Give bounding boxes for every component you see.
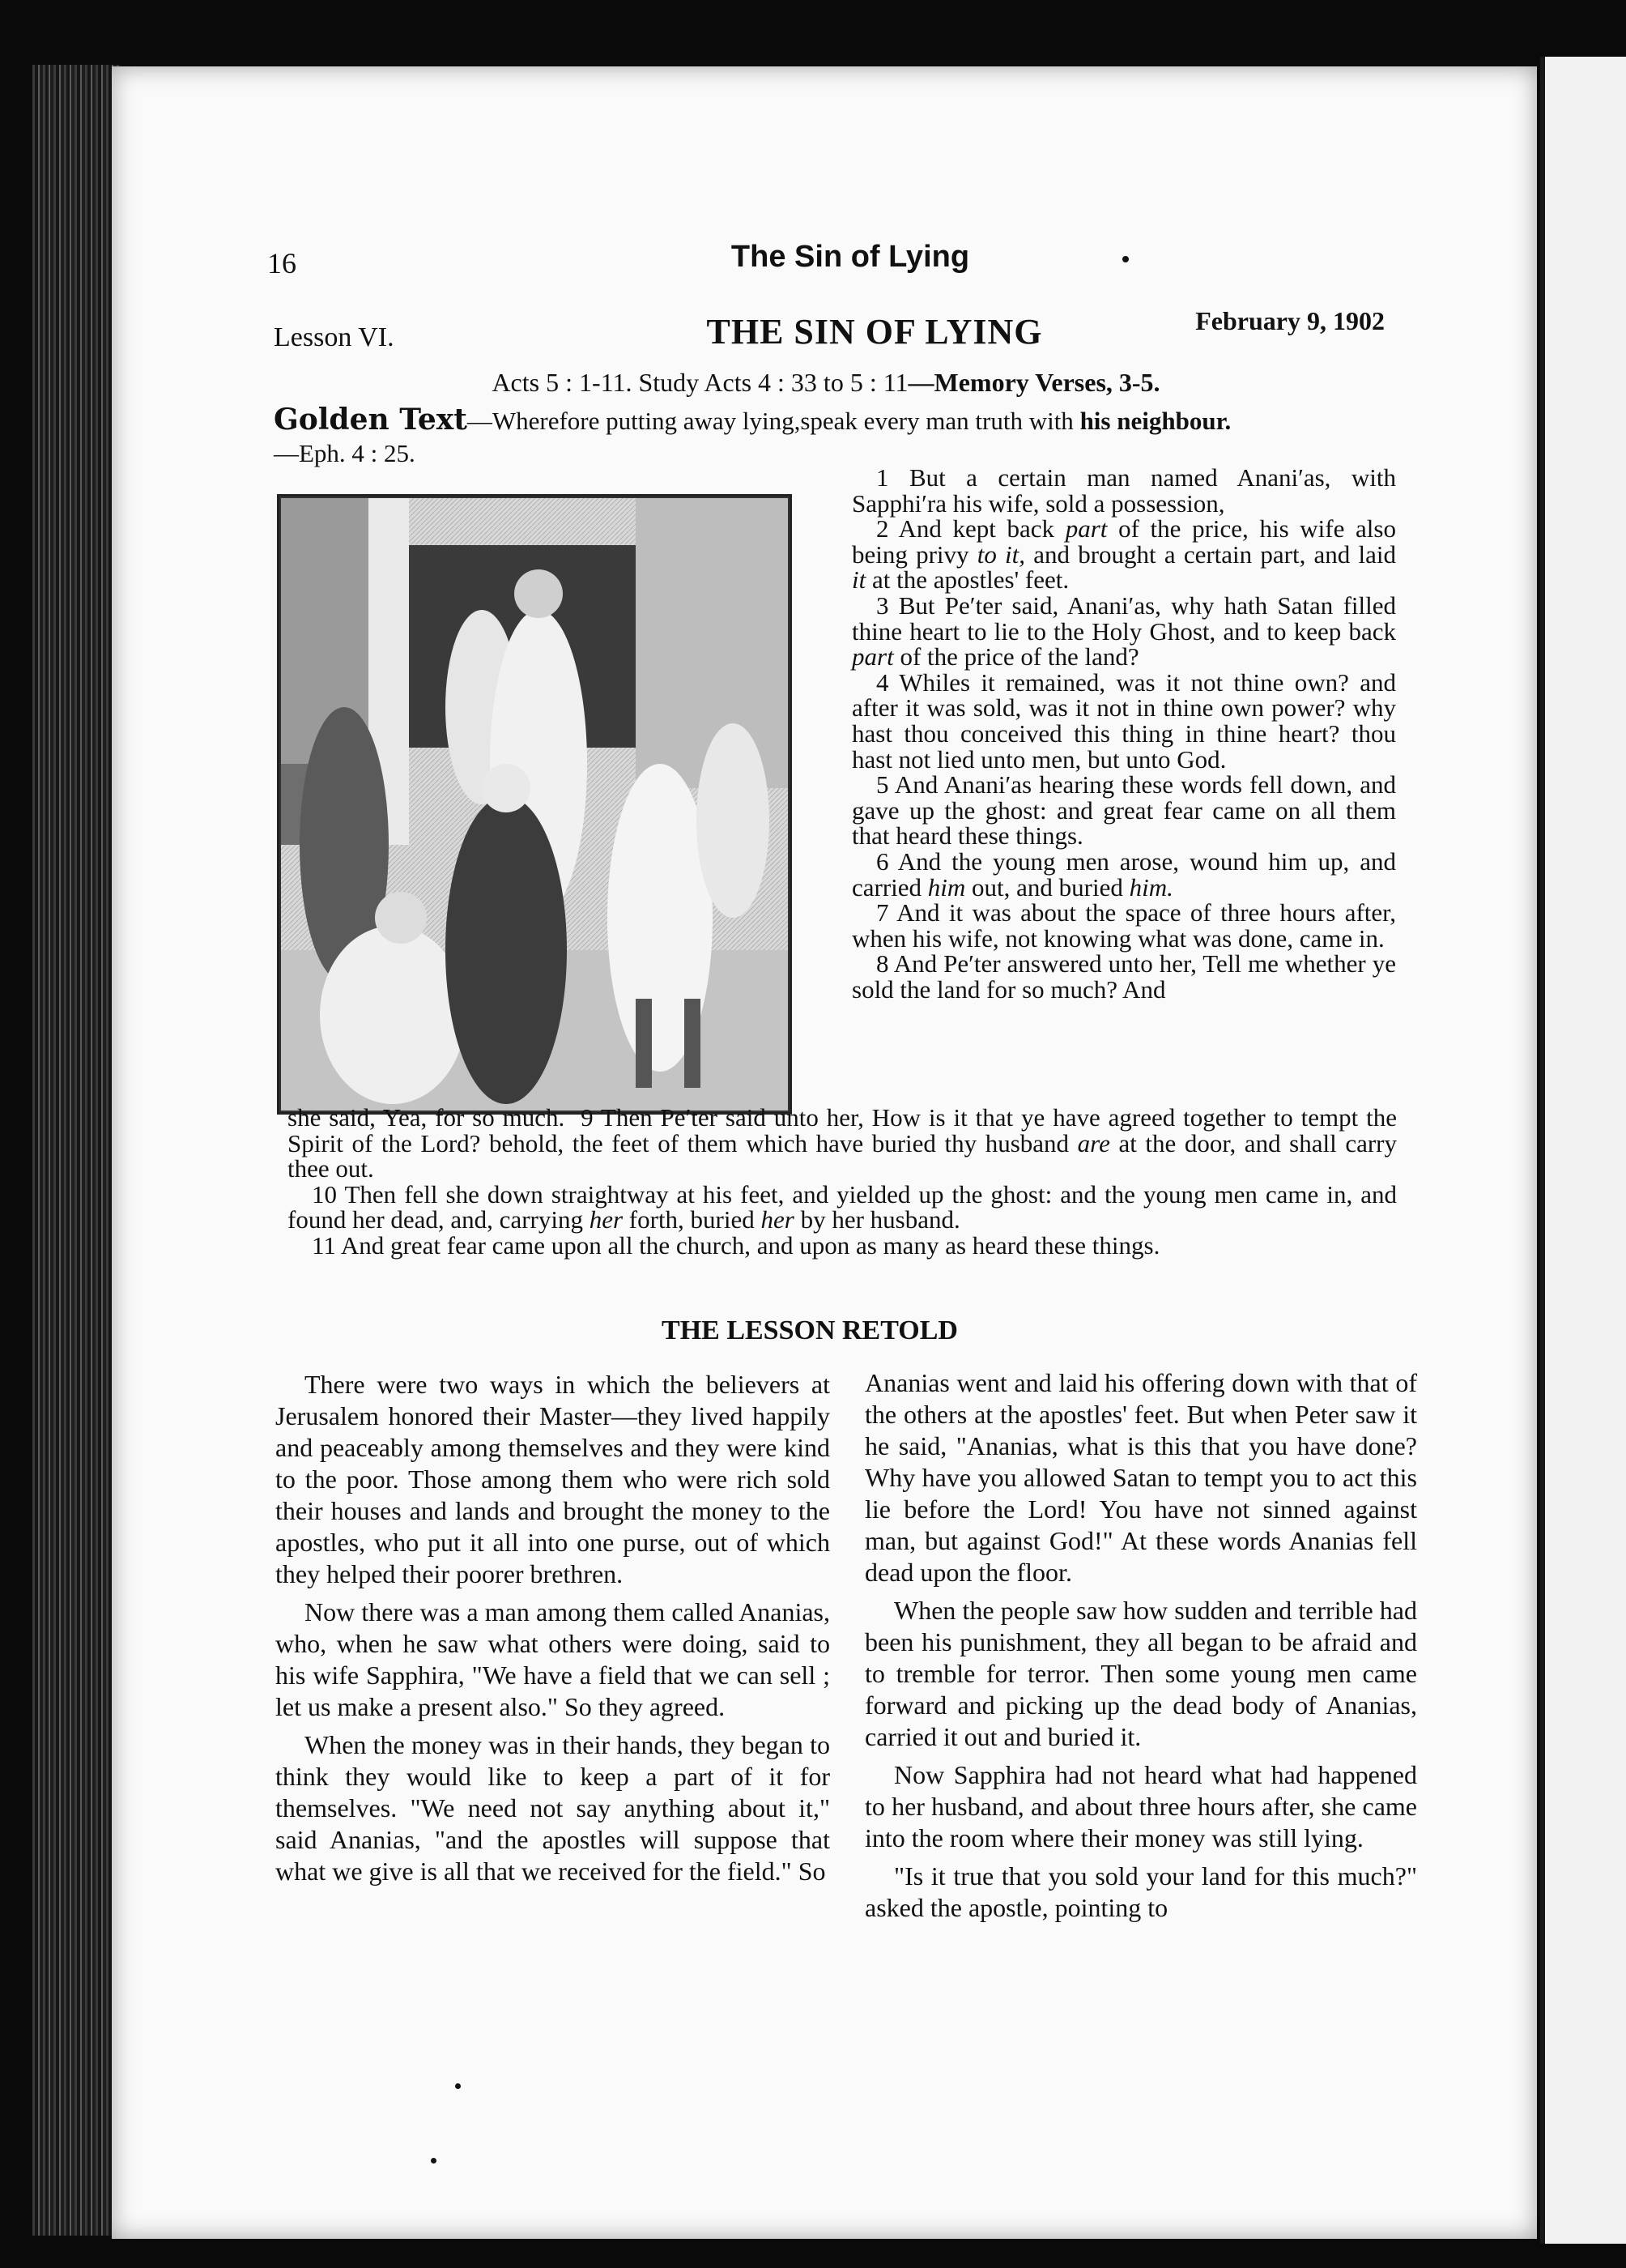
verse-11: 11 And great fear came upon all the church, and upon as many as heard these things. (312, 1230, 1160, 1260)
verse-7: 7 And it was about the space of three hours after, when his wife, not knowing what was done, came in. (852, 898, 1396, 953)
verse-10: 10 Then fell she down straightway at his feet, and yielded up the ghost: and the young men came in, and found her dead, and, carrying her forth, buried her by her husband. (287, 1179, 1397, 1234)
lesson-title: THE SIN OF LYING (706, 312, 1043, 352)
lesson-number: Lesson VI. (274, 322, 394, 352)
verse-2: 2 And kept back part of the price, his wife also being privy to it, and brought a certain part, and laid it at the apostles' feet. (852, 514, 1396, 595)
memory-verses: —Memory Verses, 3-5. (908, 368, 1160, 397)
retold-column-right (865, 1367, 1417, 1930)
retold-paragraph: When the money was in their hands, they began to think they would like to keep a part of it for themselves. "We need not say anything about it," said Ananias, "and the apostles will suppose that what we give is all that we received for the field." So (275, 1730, 830, 1886)
retold-heading: THE LESSON RETOLD (662, 1315, 958, 1345)
verse-3: 3 But Pe′ter said, Anani′as, why hath Satan filled thine heart to lie to the Holy Ghost, and to keep back part of the price of the land? (852, 590, 1396, 671)
ink-dot (455, 2083, 461, 2089)
retold-paragraph: When the people saw how sudden and terrible had been his punishment, they all began to be afraid and to tremble for terror. Then some young men came forward and picking up the dead body of Ananias, carried it out and buried it. (865, 1596, 1417, 1751)
golden-text (274, 403, 1391, 470)
ink-dot (1122, 256, 1129, 262)
verse-8-9: she said, Yea, for so much. 9 Then Pe′ter said unto her, How is it that ye have agreed together to tempt the Spirit of the Lord? behold, the feet of them which have buried thy husband are at the door, and shall carry thee out. (287, 1103, 1397, 1183)
scripture-reference (275, 368, 1377, 398)
retold-paragraph: Now Sapphira had not heard what had happened to her husband, and about three hours after, she came into the room where their money was still lying. (865, 1760, 1417, 1852)
scripture-verses-full (287, 1105, 1397, 1258)
retold-column-left (275, 1369, 830, 1894)
verse-1: 1 But a certain man named Anani′as, with Sapphi′ra his wife, sold a possession, (852, 463, 1396, 518)
verse-5: 5 And Anani′as hearing these words fell down, and gave up the ghost: and great fear came on all them that heard these things. (852, 770, 1396, 850)
golden-text-label: Golden Text (274, 403, 467, 437)
lesson-illustration (277, 494, 792, 1115)
adjacent-page-edge (1540, 57, 1626, 2244)
page-number: 16 (267, 247, 296, 279)
engraving-image (279, 497, 790, 1112)
scripture-verses-column (852, 465, 1396, 1002)
verse-4: 4 Whiles it remained, was it not thine own? and after it was sold, was it not in thine own power? why hast thou conceived this thing in thine heart? thou hast not lied unto men, but unto God. (852, 667, 1396, 774)
ink-dot (431, 2158, 436, 2164)
book-spine-edge (32, 65, 121, 2236)
scripture-passage: Acts 5 : 1-11. (492, 368, 632, 397)
retold-paragraph: Now there was a man among them called Ananias, who, when he saw what others were doing, said to his wife Sapphira, "We have a field that we can sell ; let us make a present also." So they agreed. (275, 1597, 830, 1721)
retold-paragraph: Ananias went and laid his offering down with that of the others at the apostles' feet. But when Peter saw it he said, "Ananias, what is this that you have done? Why have you allowed Satan to tempt you to act this lie before the Lord! You have not sinned against man, but against God!" At these words Ananias fell dead upon the floor. (865, 1368, 1417, 1587)
study-passage: Study Acts 4 : 33 to 5 : 11 (638, 368, 909, 397)
golden-text-ref: —Eph. 4 : 25. (274, 439, 415, 467)
lesson-date: February 9, 1902 (1195, 306, 1385, 335)
running-title: The Sin of Lying (730, 240, 970, 274)
verse-6: 6 And the young men arose, wound him up, and carried him out, and buried him. (852, 846, 1396, 902)
golden-text-body: —Wherefore putting away lying,speak every man truth with his neighbour. (466, 407, 1232, 435)
verse-8: 8 And Pe′ter answered unto her, Tell me whether ye sold the land for so much? And (852, 949, 1396, 1004)
retold-paragraph: "Is it true that you sold your land for this much?" asked the apostle, pointing to (865, 1861, 1417, 1922)
retold-paragraph: There were two ways in which the believers at Jerusalem honored their Master—they lived happily and peaceably among themselves and they were kind to the poor. Those among them who were rich sold their houses and lands and brought the money to the apostles, who put it all into one purse, out of which they helped their poorer brethren. (275, 1370, 830, 1588)
